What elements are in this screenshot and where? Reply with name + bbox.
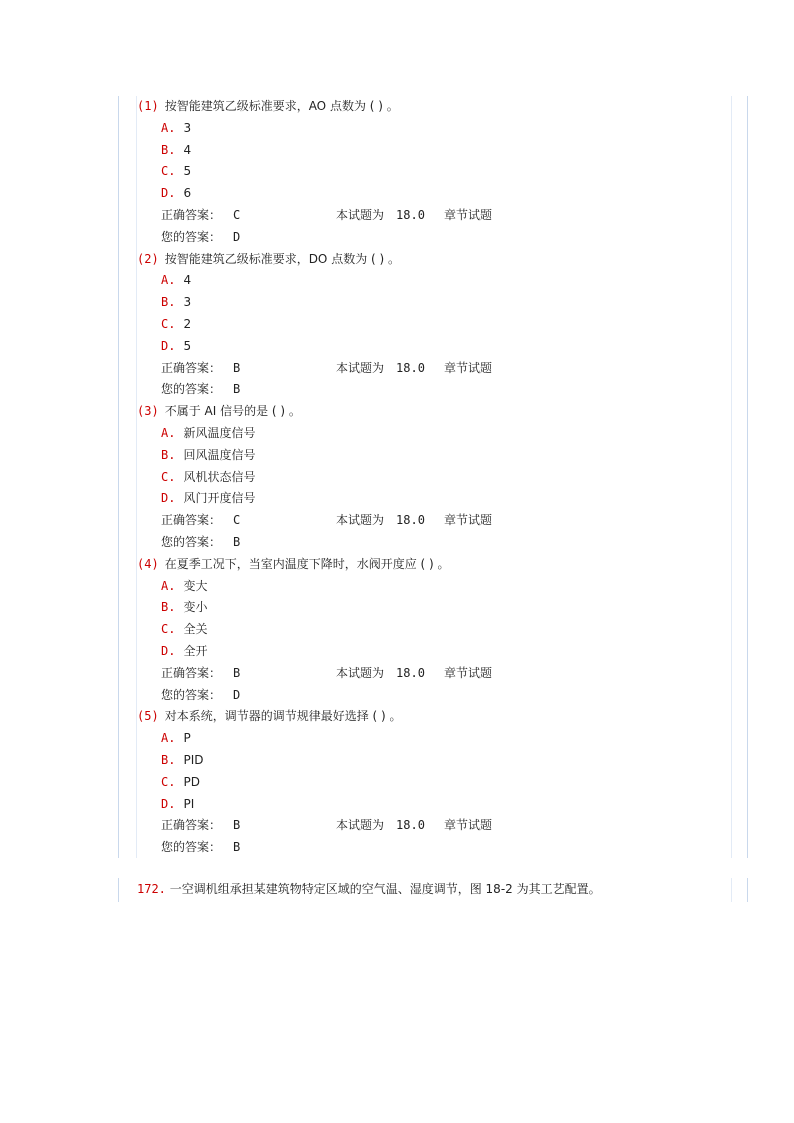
chapter-label: 章节试题 [444, 818, 493, 833]
frame-right-border [747, 96, 748, 858]
option-a[interactable] [137, 728, 727, 750]
option-a[interactable] [137, 118, 727, 140]
question-stem [137, 554, 727, 576]
option-letter: C. [161, 469, 176, 484]
option-text: 新风温度信号 [183, 425, 256, 440]
question-number: 172. [137, 882, 166, 896]
option-text: 全关 [183, 622, 208, 637]
question-text: 对本系统，调节器的调节规律最好选择 ( ) 。 [164, 709, 402, 724]
your-answer-row [137, 837, 727, 859]
chapter-label: 章节试题 [444, 207, 493, 222]
option-text: PD [183, 774, 200, 789]
option-letter: B. [161, 752, 176, 767]
option-letter: D. [161, 338, 176, 353]
score-info [336, 358, 425, 380]
score-label: 本试题为 [336, 207, 385, 222]
option-text: P [183, 731, 191, 746]
option-text: 回风温度信号 [183, 447, 256, 462]
question-stem [137, 96, 727, 118]
option-text: 全开 [183, 643, 208, 658]
your-answer-row [137, 532, 727, 554]
correct-answer-label: 正确答案： [161, 513, 222, 528]
option-text: PI [183, 796, 195, 811]
score-value: 18.0 [396, 360, 425, 375]
question-text: 一空调机组承担某建筑物特定区域的空气温、湿度调节，图 18-2 为其工艺配置。 [169, 882, 601, 896]
option-b[interactable] [137, 750, 727, 772]
option-text: 5 [183, 338, 192, 353]
option-letter: A. [161, 578, 176, 593]
your-answer-row [137, 379, 727, 401]
option-b[interactable] [137, 445, 727, 467]
correct-answer-row [137, 358, 727, 380]
option-text: 2 [183, 316, 192, 331]
question-block [137, 706, 727, 859]
option-d[interactable] [137, 336, 727, 358]
correct-answer-row [137, 205, 727, 227]
question-block [137, 554, 727, 707]
score-info [336, 205, 425, 227]
question-block [137, 249, 727, 402]
score-label: 本试题为 [336, 360, 385, 375]
correct-answer-value: B [233, 360, 241, 375]
your-answer-label: 您的答案： [161, 382, 222, 397]
option-letter: C. [161, 774, 176, 789]
score-label: 本试题为 [336, 818, 385, 833]
frame-right-border [747, 878, 748, 902]
correct-answer-row [137, 663, 727, 685]
option-d[interactable] [137, 641, 727, 663]
score-value: 18.0 [396, 513, 425, 528]
option-c[interactable] [137, 467, 727, 489]
option-text: 4 [183, 142, 192, 157]
correct-answer-value: C [233, 513, 241, 528]
option-letter: B. [161, 600, 176, 615]
option-letter: B. [161, 295, 176, 310]
option-a[interactable] [137, 423, 727, 445]
score-info [336, 815, 425, 837]
your-answer-value: D [233, 229, 241, 244]
score-label: 本试题为 [336, 513, 385, 528]
chapter-label: 章节试题 [444, 513, 493, 528]
correct-answer-value: C [233, 207, 241, 222]
frame-left-border [118, 96, 119, 858]
question-text: 在夏季工况下，当室内温度下降时，水阀开度应 ( ) 。 [164, 556, 450, 571]
option-text: 5 [183, 164, 192, 179]
frame-left-border [118, 878, 119, 902]
question-stem [137, 249, 727, 271]
your-answer-label: 您的答案： [161, 229, 222, 244]
score-info [336, 663, 425, 685]
your-answer-value: B [233, 534, 241, 549]
option-b[interactable] [137, 140, 727, 162]
correct-answer-label: 正确答案： [161, 818, 222, 833]
question-number: (2) [137, 251, 159, 266]
your-answer-row [137, 685, 727, 707]
option-text: 3 [183, 120, 192, 135]
option-text: PID [183, 752, 204, 767]
chapter-label: 章节试题 [444, 360, 493, 375]
option-d[interactable] [137, 183, 727, 205]
option-letter: A. [161, 120, 176, 135]
option-c[interactable] [137, 772, 727, 794]
correct-answer-label: 正确答案： [161, 665, 222, 680]
question-block [137, 401, 727, 554]
question-block [137, 96, 727, 249]
option-d[interactable] [137, 794, 727, 816]
correct-answer-label: 正确答案： [161, 360, 222, 375]
question-text: 按智能建筑乙级标准要求，DO 点数为 ( ) 。 [164, 251, 400, 266]
option-c[interactable] [137, 314, 727, 336]
question-list [137, 96, 727, 859]
question-stem [137, 401, 727, 423]
option-letter: C. [161, 316, 176, 331]
question-text: 不属于 AI 信号的是 ( ) 。 [164, 404, 301, 419]
score-value: 18.0 [396, 665, 425, 680]
option-letter: C. [161, 164, 176, 179]
correct-answer-value: B [233, 818, 241, 833]
frame-right-inner-border [731, 96, 732, 858]
your-answer-value: D [233, 687, 241, 702]
question-stem [137, 706, 727, 728]
option-letter: B. [161, 142, 176, 157]
score-info [336, 510, 425, 532]
option-letter: B. [161, 447, 176, 462]
option-text: 3 [183, 295, 192, 310]
your-answer-row [137, 227, 727, 249]
your-answer-label: 您的答案： [161, 687, 222, 702]
option-c[interactable] [137, 619, 727, 641]
option-a[interactable] [137, 270, 727, 292]
question-number: (5) [137, 709, 159, 724]
option-letter: A. [161, 273, 176, 288]
chapter-label: 章节试题 [444, 665, 493, 680]
option-text: 风机状态信号 [183, 469, 256, 484]
option-c[interactable] [137, 161, 727, 183]
your-answer-label: 您的答案： [161, 840, 222, 855]
option-b[interactable] [137, 597, 727, 619]
score-value: 18.0 [396, 207, 425, 222]
option-text: 变大 [183, 578, 208, 593]
your-answer-value: B [233, 382, 241, 397]
correct-answer-value: B [233, 665, 241, 680]
option-letter: D. [161, 643, 176, 658]
correct-answer-row [137, 815, 727, 837]
option-a[interactable] [137, 576, 727, 598]
frame-right-inner-border [731, 878, 732, 902]
option-letter: D. [161, 186, 176, 201]
option-text: 4 [183, 273, 192, 288]
question-text: 按智能建筑乙级标准要求，AO 点数为 ( ) 。 [164, 99, 399, 113]
your-answer-value: B [233, 840, 241, 855]
correct-answer-row [137, 510, 727, 532]
option-text: 风门开度信号 [183, 491, 256, 506]
question-number: (1) [137, 99, 159, 113]
option-text: 变小 [183, 600, 208, 615]
option-d[interactable] [137, 488, 727, 510]
question-number: (3) [137, 404, 159, 419]
your-answer-label: 您的答案： [161, 534, 222, 549]
option-letter: A. [161, 425, 176, 440]
option-letter: A. [161, 731, 176, 746]
option-text: 6 [183, 186, 192, 201]
next-question-stem [137, 878, 601, 900]
question-number: (4) [137, 556, 159, 571]
option-letter: D. [161, 796, 176, 811]
option-letter: C. [161, 622, 176, 637]
score-label: 本试题为 [336, 665, 385, 680]
option-letter: D. [161, 491, 176, 506]
score-value: 18.0 [396, 818, 425, 833]
option-b[interactable] [137, 292, 727, 314]
correct-answer-label: 正确答案： [161, 207, 222, 222]
